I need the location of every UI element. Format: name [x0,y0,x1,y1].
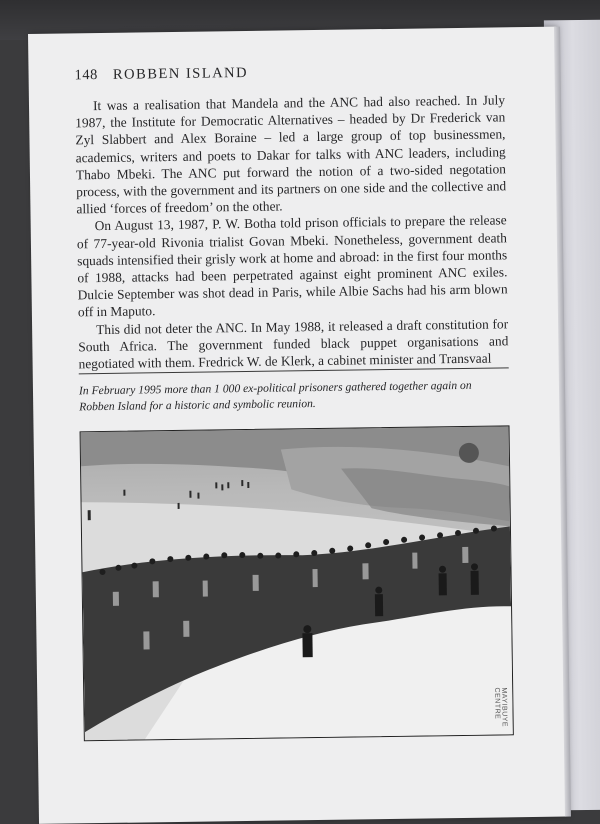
page-number: 148 [74,67,98,84]
paragraph-1: It was a realisation that Mandela and the ANC had also reached. In July 1987, the Institute for Democratic Alternatives – headed by Dr Frederick van Zyl Slabbert and Alex Boraine – led a large group of top businessmen, academics, writers and poets to Dakar for talks with ANC leaders, including Thabo Mbeki. The ANC put forward the notion of a two-sided negotation process, with the government and its partners on one side and the collective and allied ‘forces of freedom’ on the other. [75,92,507,217]
paragraph-3: This did not deter the ANC. In May 1988, it released a draft constitution for South Africa. The government funded black puppet organisations and negotiated with them. Fredrick W. de Klerk, a cabinet minister and Transvaal [78,315,509,372]
reunion-photo [80,425,514,741]
body-text [75,91,509,372]
paragraph-2: On August 13, 1987, P. W. Botha told prison officials to prepare the release of 77-year-old Rivonia trialist Govan Mbeki. Nonetheless, government death squads intensified their grisly work at home and abroad: in the first four months of 1988, attacks had been perpetrated against eight prominent ANC exiles. Dulcie September was shot dead in Paris, while Albie Sachs had his arm blown off in Maputo. [76,212,508,320]
running-head [74,65,248,84]
figure-caption: In February 1995 more than 1 000 ex-political prisoners gathered together again on Robben Island for a historic and symbolic reunion. [78,378,472,414]
photo-credit: MAYIBUYE CENTRE [493,687,508,728]
photo-illustration [81,426,513,740]
book-page [28,27,567,824]
running-title: ROBBEN ISLAND [112,64,249,83]
